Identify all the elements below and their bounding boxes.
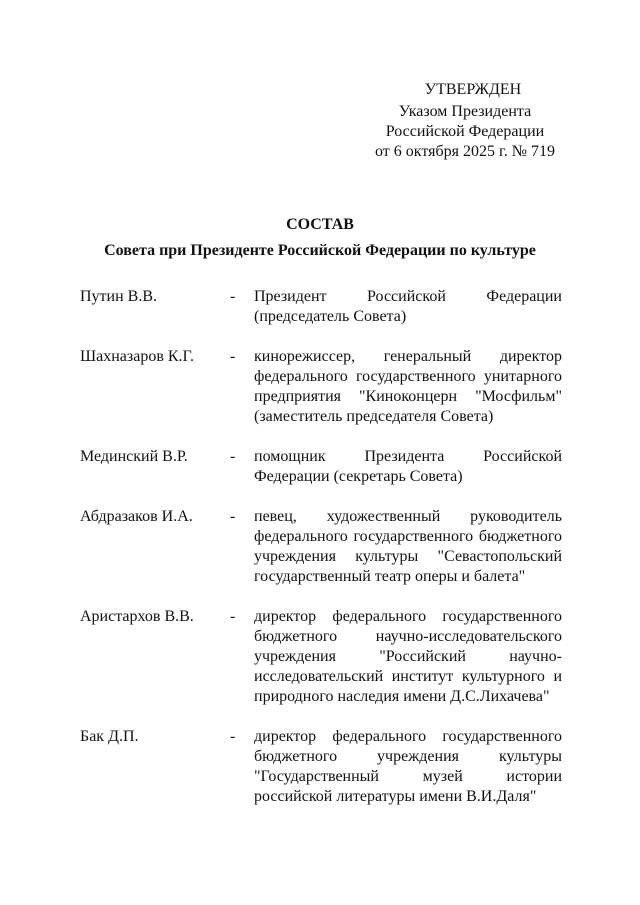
member-name: Абдразаков И.А. — [80, 508, 193, 525]
approval-line-decree: Указом Президента — [398, 103, 532, 120]
member-role: певец, художественный руководитель федерального государственного бюджетного учреждения культуры "Севастопольский государственный театр оперы и балета" — [254, 508, 562, 585]
approval-stamp — [360, 80, 570, 162]
list-item — [80, 447, 562, 487]
approval-line-country: Российской Федерации — [385, 123, 545, 140]
list-item — [80, 287, 562, 327]
approval-line-date: от 6 октября 2025 г. № 719 — [374, 143, 555, 160]
member-role: директор федерального государственного бюджетного научно-исследовательского учреждения "Российский научно-исследовательский институт культурного и природного наследия имени Д.С.Лихачева" — [254, 608, 562, 705]
member-dash: - — [230, 348, 236, 365]
member-dash: - — [230, 728, 236, 745]
member-dash: - — [230, 288, 236, 305]
list-item — [80, 607, 562, 707]
member-role: Президент Российской Федерации (председатель Совета) — [254, 288, 562, 325]
list-item — [80, 727, 562, 807]
member-name: Мединский В.Р. — [80, 448, 188, 465]
members-list — [80, 287, 562, 827]
member-name: Путин В.В. — [80, 288, 158, 305]
member-name: Шахназаров К.Г. — [80, 348, 194, 365]
member-dash: - — [230, 608, 236, 625]
member-name: Аристархов В.В. — [80, 608, 194, 625]
list-item — [80, 507, 562, 587]
member-dash: - — [230, 448, 236, 465]
member-role: кинорежиссер, генеральный директор федерального государственного унитарного предприятия "Киноконцерн "Мосфильм" (заместитель председателя Совета) — [254, 348, 562, 425]
member-role: директор федерального государственного бюджетного учреждения культуры "Государственный музей истории российской литературы имени В.И.Даля" — [254, 728, 562, 805]
document-subtitle: Совета при Президенте Российской Федерации по культуре — [104, 242, 536, 259]
list-item — [80, 347, 562, 427]
member-role: помощник Президента Российской Федерации (секретарь Совета) — [254, 448, 562, 485]
member-name: Бак Д.П. — [80, 728, 139, 745]
document-title: СОСТАВ — [286, 216, 354, 233]
member-dash: - — [230, 508, 236, 525]
approval-heading: УТВЕРЖДЕН — [424, 81, 522, 98]
